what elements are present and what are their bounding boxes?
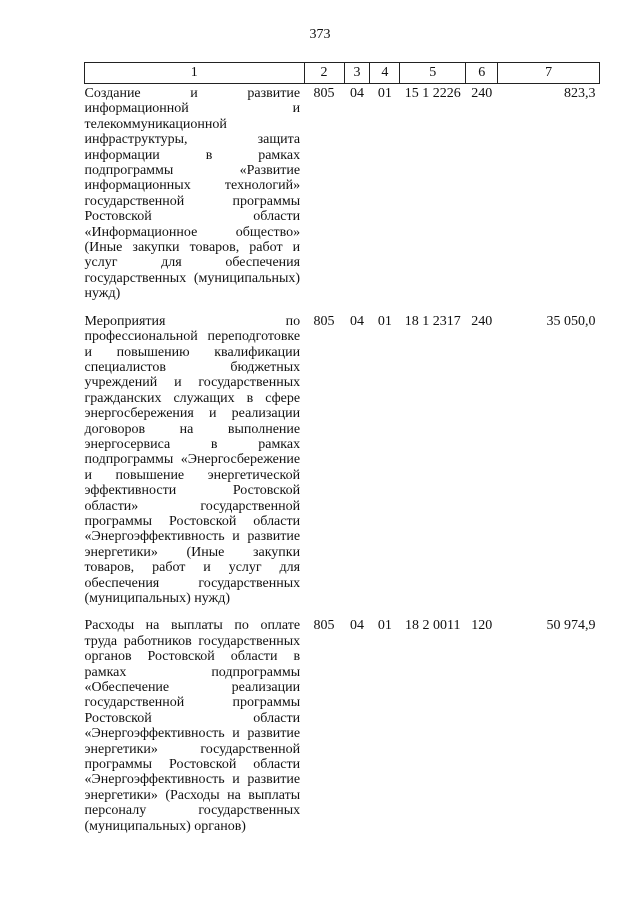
header-col-3: 3: [344, 63, 370, 84]
header-col-4: 4: [370, 63, 400, 84]
row-ministry-code: 805: [313, 86, 335, 101]
row-subsection-code: 01: [377, 86, 392, 101]
row-amount: 50 974,9: [546, 618, 596, 634]
row-amount: 823,3: [564, 86, 596, 101]
budget-table: [84, 62, 600, 844]
header-col-2: 2: [304, 63, 344, 84]
row-section-code: 04: [349, 86, 364, 101]
table-body: [85, 84, 600, 845]
row-subsection-code: 01: [377, 618, 392, 634]
table-header: [85, 63, 600, 84]
header-row: [85, 63, 600, 84]
row-expense-type: 240: [471, 86, 493, 101]
header-col-6: 6: [466, 63, 498, 84]
row-description: Расходы на выплаты по оплате труда работников государственных органов Ростовской области в рамках подпрограммы «Обеспечение реализации государственной программы Ростовской области «Энергоэффективность и развитие энергетики» государственной программы Ростовской области «Энергоэффективность и развитие энергетики» (Расходы на выплаты персоналу государственных (муниципальных) органов): [84, 618, 301, 834]
row-expense-type: 120: [471, 618, 493, 634]
row-section-code: 04: [349, 313, 364, 329]
row-target-article: 18 2 0011: [405, 618, 461, 634]
row-amount: 35 050,0: [546, 313, 596, 329]
table-row: [85, 616, 600, 844]
table-row: [85, 312, 600, 617]
row-ministry-code: 805: [313, 618, 335, 634]
header-col-1: 1: [85, 63, 305, 84]
header-col-7: 7: [498, 63, 600, 84]
row-target-article: 15 1 2226: [404, 86, 461, 101]
row-description: Мероприятия по профессиональной переподготовке и повышению квалификации специалистов бюджетных учреждений и государственных гражданских служащих в сфере энергосбережения и реализации договоров на выполнение энергосервиса в рамках подпрограммы «Энергосбережение и повышение энергетической эффективности Ростовской области» государственной программы Ростовской области «Энергоэффективность и развитие энергетики» (Иные закупки товаров, работ и услуг для обеспечения государственных (муниципальных) нужд): [84, 313, 301, 606]
row-expense-type: 240: [471, 313, 493, 329]
row-subsection-code: 01: [377, 313, 392, 329]
row-target-article: 18 1 2317: [404, 313, 461, 329]
table-row: [85, 84, 600, 312]
row-section-code: 04: [349, 618, 364, 634]
row-description: Создание и развитие информационной и телекоммуникационной инфраструктуры, защита информации в рамках подпрограммы «Развитие информационных технологий» государственной программы Ростовской области «Информационное общество» (Иные закупки товаров, работ и услуг для обеспечения государственных (муниципальных) нужд): [84, 86, 301, 302]
row-ministry-code: 805: [313, 313, 335, 329]
header-col-5: 5: [400, 63, 466, 84]
page-number: 373: [309, 27, 331, 42]
